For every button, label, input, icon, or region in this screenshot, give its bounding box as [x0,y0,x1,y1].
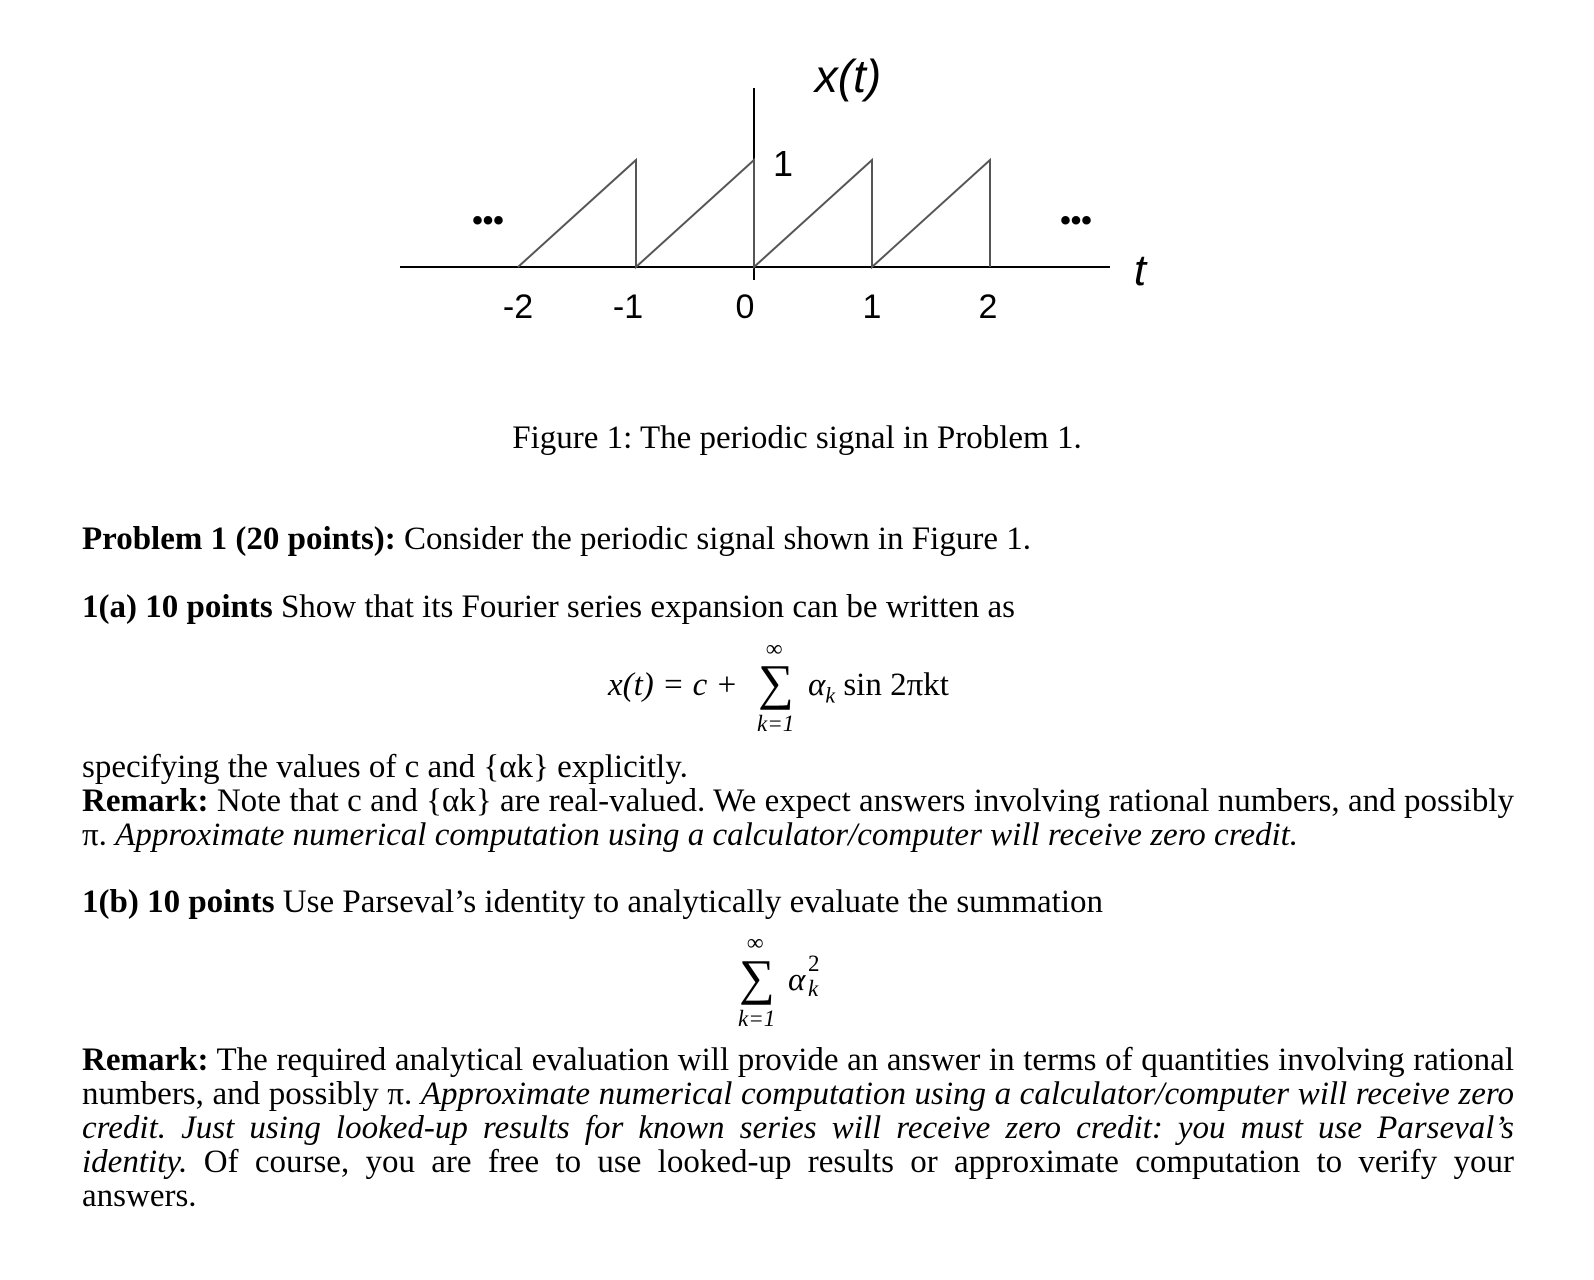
remark-end: Of course, you are free to use looked-up results or approximate computation to verify your answers. [82,1144,1515,1214]
remark-text: Note that c and {αk} are real-valued. We expect answers involving rational numbers, and possibly π. [82,783,1514,853]
problem-header-line [82,522,1514,556]
part-a-after-text: specifying the values of c and {αk} explicitly. [82,749,688,785]
remark-label: Remark: [82,1042,209,1078]
equation-term [808,667,949,709]
signal-figure [0,0,1594,400]
remark-italic: Approximate numerical computation using a calculator/computer will receive zero credit. [115,817,1299,853]
sum-upper-limit: ∞ [747,930,764,955]
alpha-symbol: α [808,667,826,703]
sawtooth-waveform [518,160,990,267]
part-a-text: Show that its Fourier series expansion can be written as [280,589,1016,625]
superscript-2: 2 [808,951,820,976]
tick-label: -2 [502,288,534,326]
remark-text: The required analytical evaluation will provide an answer in terms of quantities involving rational numbers, and possibly π. [82,1042,1514,1112]
problem-intro: Consider the periodic signal shown in Figure 1. [404,521,1031,557]
figure-caption: Figure 1: The periodic signal in Problem 1. [512,420,1082,456]
right-ellipsis: ••• [1060,204,1092,237]
sum-lower-limit: k=1 [738,1006,776,1031]
alpha-symbol: α [788,962,806,998]
part-a-label: 1(a) 10 points [82,589,273,625]
sum-upper-limit: ∞ [766,636,783,661]
part-b-text: Use Parseval’s identity to analytically evaluate the summation [282,884,1103,920]
problem-header: Problem 1 (20 points): [82,521,396,557]
time-axis-label: t [1133,246,1147,295]
part-a-remark [82,784,1514,852]
subscript-k: k [808,976,819,1001]
peak-value-label: 1 [772,143,794,184]
summation-symbol: ∑ [758,654,794,710]
figure-title: x(t) [814,50,882,102]
subscript-k: k [825,682,836,708]
tick-label: 0 [735,288,755,326]
left-ellipsis: ••• [472,204,504,237]
remark-label: Remark: [82,783,209,819]
tick-label: 1 [862,288,882,326]
part-b-label: 1(b) 10 points [82,884,275,920]
part-a-line [82,590,1514,624]
sine-term: sin 2πkt [843,667,949,703]
summation-symbol: ∑ [739,949,775,1005]
tick-label: 2 [978,288,998,326]
equation-lhs: x(t) = c + [608,667,738,703]
part-b-remark [82,1043,1514,1213]
part-b-line [82,885,1514,919]
tick-label: -1 [612,288,644,326]
remark-italic: Approximate numerical computation using a calculator/computer will receive zero credit. Just using looked-up results for known series will receive zero credit: you must use Parseval’s identity. [82,1076,1514,1180]
sum-lower-limit: k=1 [757,711,795,736]
